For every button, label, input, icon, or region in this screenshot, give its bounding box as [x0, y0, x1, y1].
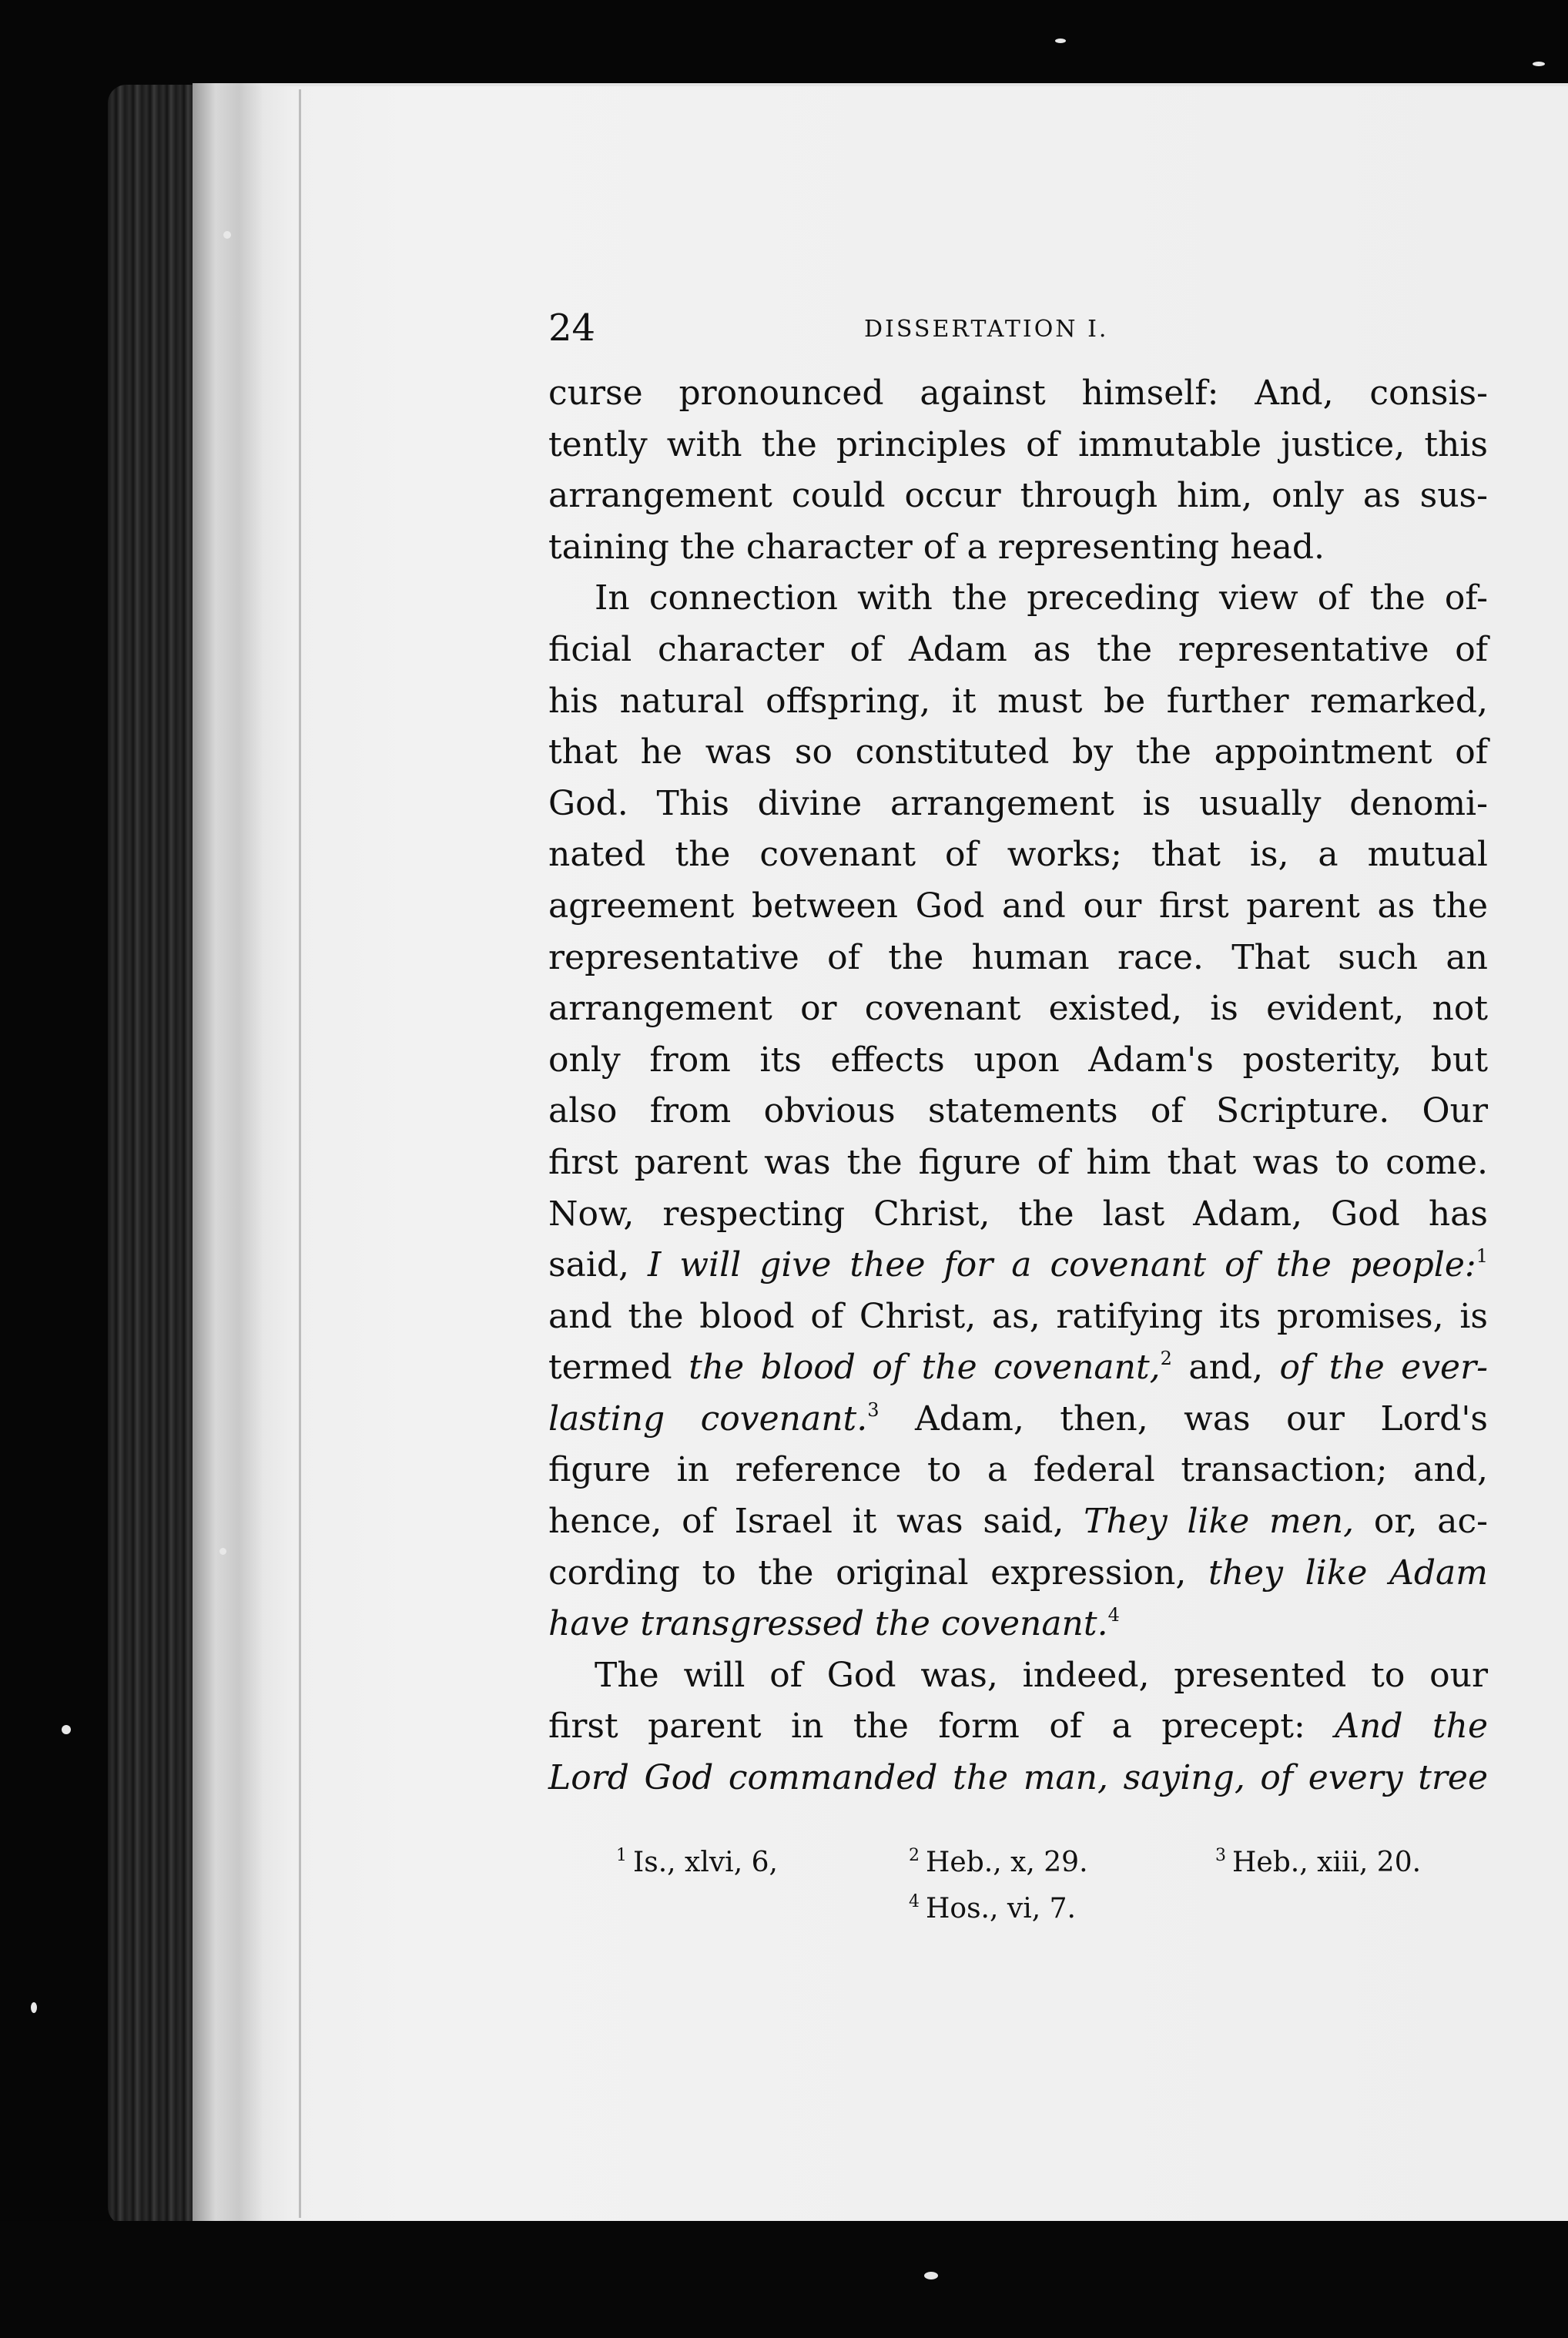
- text-line: [548, 1240, 1488, 1291]
- text-line: God. This divine arrangement is usually denomi-: [548, 783, 1488, 823]
- italic-run: And the: [1335, 1707, 1489, 1747]
- footnote-mark: 3: [1215, 1846, 1226, 1865]
- text-line: [548, 1342, 1488, 1394]
- italic-run: lasting covenant.: [548, 1398, 868, 1439]
- footnote-ref: 3: [867, 1398, 879, 1421]
- footnote-ref: 1: [1476, 1245, 1488, 1268]
- text-run: first parent in the form of a precept:: [548, 1707, 1335, 1747]
- footnote-text: Is., xlvi, 6,: [633, 1847, 778, 1878]
- italic-run: They like men,: [1084, 1502, 1355, 1542]
- footnote-2: [909, 1847, 1088, 1878]
- footnote-mark: 1: [616, 1846, 627, 1865]
- text-line: [548, 1548, 1488, 1599]
- text-line: [548, 1753, 1488, 1804]
- text-run: said,: [548, 1245, 648, 1285]
- text-line: [548, 1701, 1488, 1753]
- bottom-background: [0, 2221, 1568, 2338]
- scan-speck: [1055, 39, 1066, 43]
- footnote-1: [616, 1847, 778, 1878]
- footnote-ref: 4: [1107, 1604, 1120, 1626]
- text-line: also from obvious statements of Scripture. Our: [548, 1091, 1488, 1131]
- text-line: Now, respecting Christ, the last Adam, God has: [548, 1194, 1488, 1234]
- footnote-mark: 4: [909, 1892, 920, 1911]
- text-line: figure in reference to a federal transaction; and,: [548, 1450, 1488, 1490]
- text-line: representative of the human race. That such an: [548, 937, 1488, 977]
- text-run: and,: [1171, 1348, 1280, 1388]
- text-run: hence, of Israel it was said,: [548, 1502, 1084, 1542]
- italic-run: have transgressed the covenant.: [548, 1604, 1108, 1644]
- scan-speck: [924, 2272, 938, 2279]
- scan-speck: [1533, 62, 1545, 66]
- text-line: [548, 1599, 1488, 1650]
- text-line: first parent was the figure of him that was to come.: [548, 1142, 1488, 1182]
- footnote-ref: 2: [1160, 1348, 1172, 1370]
- italic-run: I will give thee for a covenant of the people:: [648, 1245, 1476, 1285]
- scan-speck: [62, 1725, 71, 1734]
- italic-run: of the ever-: [1279, 1348, 1489, 1388]
- text-line: that he was so constituted by the appointment of: [548, 732, 1488, 772]
- italic-run: Lord God commanded the man, saying, of every tree: [548, 1758, 1488, 1798]
- text-line: agreement between God and our first parent as the: [548, 886, 1488, 926]
- text-line: [548, 1496, 1488, 1548]
- text-line: his natural offspring, it must be further remarked,: [548, 681, 1488, 721]
- scan-speck: [31, 2002, 37, 2013]
- scan-speck: [223, 231, 231, 239]
- text-line: curse pronounced against himself: And, consis-: [548, 373, 1488, 413]
- text-line: arrangement could occur through him, only as sus-: [548, 476, 1488, 516]
- text-line: nated the covenant of works; that is, a mutual: [548, 835, 1488, 875]
- footnote-text: Hos., vi, 7.: [926, 1893, 1076, 1924]
- italic-run: they like Adam: [1208, 1553, 1488, 1593]
- text-line: [548, 1394, 1488, 1445]
- text-line: taining the character of a representing head.: [548, 527, 1325, 567]
- text-line: and the blood of Christ, as, ratifying its promises, is: [548, 1296, 1488, 1336]
- running-title: DISSERTATION I.: [864, 316, 1109, 343]
- text-run: or, ac-: [1354, 1502, 1488, 1542]
- footnote-text: Heb., xiii, 20.: [1232, 1847, 1422, 1878]
- page-text: [548, 299, 1488, 1804]
- running-head: [548, 299, 1488, 368]
- text-line: ficial character of Adam as the representative of: [548, 629, 1488, 669]
- text-run: Adam, then, was our Lord's: [879, 1398, 1488, 1439]
- footnote-mark: 2: [909, 1846, 920, 1865]
- text-line: In connection with the preceding view of the of-: [595, 578, 1488, 618]
- text-run: termed: [548, 1348, 689, 1388]
- page-number: 24: [548, 306, 596, 350]
- text-run: cording to the original expression,: [548, 1553, 1209, 1593]
- footnote-text: Heb., x, 29.: [926, 1847, 1088, 1878]
- text-line: The will of God was, indeed, presented to our: [595, 1655, 1488, 1695]
- italic-run: the blood of the covenant,: [689, 1348, 1161, 1388]
- scan-speck: [219, 1548, 226, 1555]
- text-line: tently with the principles of immutable justice, this: [548, 424, 1488, 464]
- text-line: arrangement or covenant existed, is evident, not: [548, 989, 1488, 1029]
- text-line: only from its effects upon Adam's posterity, but: [548, 1040, 1488, 1080]
- footnote-4: [909, 1893, 1076, 1924]
- footnote-3: [1215, 1847, 1421, 1878]
- page-edge-line: [299, 89, 301, 2218]
